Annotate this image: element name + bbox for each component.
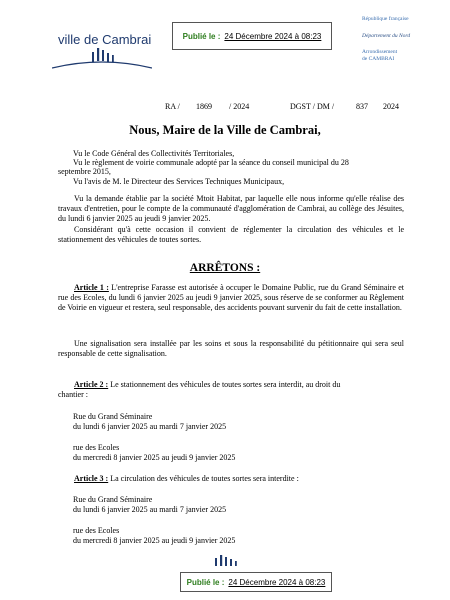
preamble-line: Vu l'avis de M. le Directeur des Services Techniques Municipaux, [73,177,285,186]
ra-year: / 2024 [229,102,250,111]
department-label: Département du Nord [362,33,411,39]
article-3-street: Rue du Grand Séminaire [73,495,153,504]
logo-mark-icon [183,554,273,568]
preamble-paragraph: Considérant qu'à cette occasion il convient de réglementer la circulation des véhicules et le stationnement des véhicules de toutes sortes. [58,225,404,244]
publication-stamp-bottom [180,572,332,592]
publication-date: 24 Décembre 2024 à 08:23 [228,577,326,587]
preamble-paragraph: Vu la demande établie par la société Mtoit Habitat, par laquelle elle nous informe qu'elle réalise des travaux d'entretien, pour le compte de la communauté d'agglomération de Cambrai, au collège des Jésuites, du lundi 6 janvier 2025 au jeudi 9 janvier 2025. [58,194,404,223]
republic-label: République française [362,16,409,22]
article-3-period: du mercredi 8 janvier 2025 au jeudi 9 janvier 2025 [73,536,236,545]
dgst-number: 837 [356,102,368,111]
page-title: Nous, Maire de la Ville de Cambrai, [129,123,321,137]
article-3-text: La circulation des véhicules de toutes sortes sera interdite : [110,474,299,483]
city-logo-icon [52,44,152,70]
publication-label: Publié le : [186,577,225,587]
decision-heading: ARRÊTONS : [189,262,261,274]
arrondissement-name: de CAMBRAI [362,56,395,62]
preamble-line: septembre 2015, [58,167,111,176]
preamble-line: Vu le Code Général des Collectivités Territoriales, [73,149,235,158]
article-2-street: Rue du Grand Séminaire [73,412,153,421]
ra-label: RA / [165,102,180,111]
city-logo-name: ville de Cambrai [58,32,152,47]
publication-date: 24 Décembre 2024 à 08:23 [224,31,322,41]
article-3-period: du lundi 6 janvier 2025 au mardi 7 janvier 2025 [73,505,227,514]
dgst-year: 2024 [383,102,399,111]
article-2-text: Le stationnement des véhicules de toutes sortes sera interdit, au droit du [110,380,341,389]
preamble-line: Vu le règlement de voirie communale adopté par la séance du conseil municipal du 28 [73,158,349,167]
article-3-line [74,474,299,484]
article-2-period: du lundi 6 janvier 2025 au mardi 7 janvier 2025 [73,422,227,431]
article-1-signalisation: Une signalisation sera installée par les soins et sous la responsabilité du pétitionnaire qui sera seul responsable de cette signalisation. [58,339,404,358]
arrondissement-label: Arrondissement [362,49,398,55]
publication-label: Publié le : [182,31,221,41]
article-1-label: Article 1 : [74,283,109,292]
article-2-label: Article 2 : [74,380,109,389]
publication-stamp-top [172,22,332,50]
article-2-line: chantier : [58,390,88,399]
dgst-label: DGST / DM / [290,102,335,111]
article-3-label: Article 3 : [74,474,109,483]
article-2-period: du mercredi 8 janvier 2025 au jeudi 9 janvier 2025 [73,453,236,462]
article-2-line [74,380,340,390]
article-3-street: rue des Ecoles [73,526,120,535]
article-1-text: L'entreprise Farasse est autorisée à occuper le Domaine Public, rue du Grand Séminaire et rue des Ecoles, du lundi 6 janvier 2025 au jeudi 9 janvier 2025, sous réserve de se conformer au Règlement de Voirie en vigueur et restera, seul responsable, des accidents pouvant survenir du fait de cette installation. [58,283,405,312]
ra-number: 1869 [196,102,212,111]
article-1 [58,283,404,313]
article-2-street: rue des Ecoles [73,443,120,452]
